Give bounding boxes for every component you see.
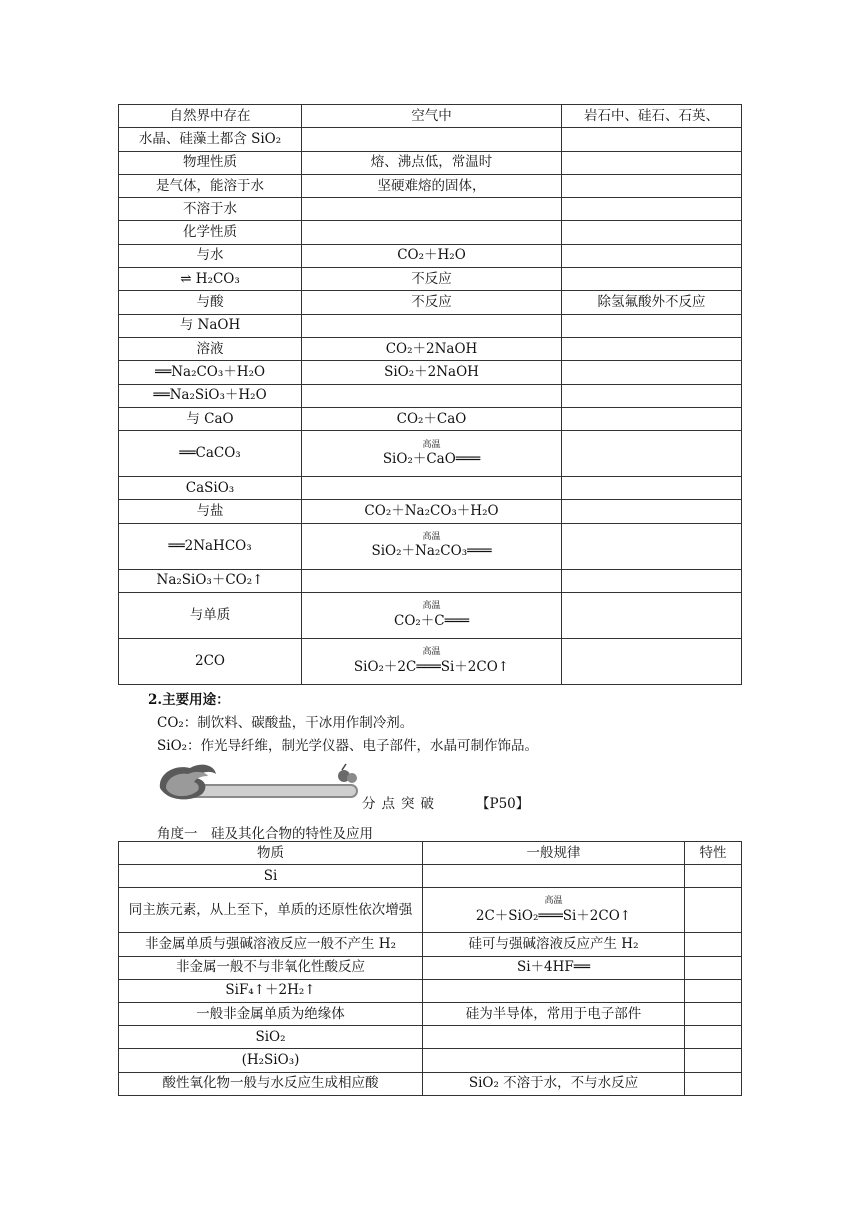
comparison-table-row <box>119 361 742 384</box>
comparison-table-row <box>119 268 742 291</box>
comparison-table-cell <box>562 128 742 151</box>
comparison-table-row <box>119 523 742 569</box>
comparison-table-cell: ⇌ H₂CO₃ <box>119 268 302 291</box>
properties-table-row <box>119 1026 742 1049</box>
comparison-table-cell: 高温 SiO₂＋CaO═══ <box>302 431 562 477</box>
properties-table-row <box>119 979 742 1002</box>
properties-table-cell: 一般非金属单质为绝缘体 <box>119 1002 423 1025</box>
comparison-table-cell <box>302 221 562 244</box>
properties-table-row <box>119 842 742 865</box>
properties-table-cell: SiO₂ <box>119 1026 423 1049</box>
comparison-table-row <box>119 431 742 477</box>
comparison-table-row <box>119 477 742 500</box>
comparison-table-cell: CO₂＋2NaOH <box>302 337 562 360</box>
comparison-table-cell <box>562 337 742 360</box>
properties-table-cell <box>685 956 742 979</box>
comparison-table-cell <box>562 244 742 267</box>
comparison-table-cell: 自然界中存在 <box>119 105 302 128</box>
comparison-table-cell: 物理性质 <box>119 151 302 174</box>
comparison-table-row <box>119 314 742 337</box>
comparison-table-cell <box>302 477 562 500</box>
comparison-table-cell: 除氢氟酸外不反应 <box>562 291 742 314</box>
properties-table-row <box>119 865 742 888</box>
comparison-table-cell <box>562 639 742 685</box>
comparison-table-cell: 高温 SiO₂＋2C═══Si＋2CO↑ <box>302 639 562 685</box>
properties-table-cell <box>685 1002 742 1025</box>
comparison-table-cell <box>562 314 742 337</box>
comparison-table-row <box>119 569 742 592</box>
comparison-table-cell: Na₂SiO₃＋CO₂↑ <box>119 569 302 592</box>
comparison-table-row <box>119 198 742 221</box>
section-title: 分点突破 <box>362 796 440 812</box>
properties-table-cell: SiO₂ 不溶于水，不与水反应 <box>423 1072 685 1095</box>
comparison-table-cell <box>302 198 562 221</box>
comparison-table-cell: ══2NaHCO₃ <box>119 523 302 569</box>
comparison-table-cell: CaSiO₃ <box>119 477 302 500</box>
comparison-table-cell <box>562 174 742 197</box>
silicon-properties-table <box>118 841 742 1096</box>
comparison-table-cell <box>302 569 562 592</box>
properties-table-cell <box>685 1026 742 1049</box>
comparison-table-cell <box>562 593 742 639</box>
comparison-table-row <box>119 384 742 407</box>
comparison-table-cell <box>562 407 742 430</box>
properties-table-cell <box>685 1072 742 1095</box>
comparison-table-cell: 坚硬难熔的固体， <box>302 174 562 197</box>
comparison-table-row <box>119 128 742 151</box>
comparison-table-cell <box>562 523 742 569</box>
angle-heading: 角度一 硅及其化合物的特性及应用 <box>157 826 373 842</box>
properties-table-cell <box>685 1049 742 1072</box>
comparison-table-cell: 不溶于水 <box>119 198 302 221</box>
comparison-table-cell: 熔、沸点低，常温时 <box>302 151 562 174</box>
comparison-table-cell: CO₂＋CaO <box>302 407 562 430</box>
comparison-table-cell: 高温 CO₂＋C═══ <box>302 593 562 639</box>
properties-table-cell: 特性 <box>685 842 742 865</box>
comparison-table-row <box>119 639 742 685</box>
comparison-table-cell: ══Na₂SiO₃＋H₂O <box>119 384 302 407</box>
uses-co2: CO₂：制饮料、碳酸盐，干冰用作制冷剂。 <box>157 715 414 731</box>
comparison-table-cell <box>302 314 562 337</box>
comparison-table-cell: 高温 SiO₂＋Na₂CO₃═══ <box>302 523 562 569</box>
properties-table-row <box>119 933 742 956</box>
comparison-table-cell: 与 CaO <box>119 407 302 430</box>
comparison-table-cell: SiO₂＋2NaOH <box>302 361 562 384</box>
properties-table-cell: 硅为半导体，常用于电子部件 <box>423 1002 685 1025</box>
comparison-table-cell <box>562 151 742 174</box>
properties-table-cell: SiF₄↑＋2H₂↑ <box>119 979 423 1002</box>
comparison-table-cell <box>562 431 742 477</box>
comparison-table-cell: 与酸 <box>119 291 302 314</box>
properties-table-cell <box>685 888 742 933</box>
cartoon-banner-icon <box>156 758 361 806</box>
uses-sio2: SiO₂：作光导纤维，制光学仪器、电子部件，水晶可制作饰品。 <box>157 738 539 754</box>
properties-table-cell <box>685 979 742 1002</box>
properties-table-cell: 同主族元素，从上至下，单质的还原性依次增强 <box>119 888 423 933</box>
properties-table-row <box>119 1072 742 1095</box>
properties-table-row <box>119 888 742 933</box>
properties-table-cell: 非金属单质与强碱溶液反应一般不产生 H₂ <box>119 933 423 956</box>
comparison-table-cell: 化学性质 <box>119 221 302 244</box>
comparison-table-cell: 不反应 <box>302 268 562 291</box>
properties-table-row <box>119 1002 742 1025</box>
comparison-table-cell: 水晶、硅藻土都含 SiO₂ <box>119 128 302 151</box>
comparison-table-cell: 溶液 <box>119 337 302 360</box>
comparison-table-row <box>119 337 742 360</box>
comparison-table-cell <box>562 221 742 244</box>
reaction-condition-label: 高温 <box>544 896 563 907</box>
properties-table-row <box>119 956 742 979</box>
comparison-table-cell: 与水 <box>119 244 302 267</box>
reversible-arrow-icon: ⇌ <box>180 270 196 287</box>
comparison-table-cell <box>562 500 742 523</box>
properties-table-cell <box>423 1049 685 1072</box>
comparison-table-row <box>119 221 742 244</box>
properties-table-cell <box>423 979 685 1002</box>
comparison-table-cell: 与单质 <box>119 593 302 639</box>
properties-table-row <box>119 1049 742 1072</box>
properties-table-cell: 非金属一般不与非氧化性酸反应 <box>119 956 423 979</box>
comparison-table-row <box>119 151 742 174</box>
comparison-table-cell: ══Na₂CO₃＋H₂O <box>119 361 302 384</box>
reaction-condition-label: 高温 <box>422 439 441 450</box>
comparison-table-cell <box>562 384 742 407</box>
comparison-table-cell <box>302 384 562 407</box>
properties-table-cell: 硅可与强碱溶液反应产生 H₂ <box>423 933 685 956</box>
properties-table-cell <box>685 865 742 888</box>
comparison-table-cell <box>562 361 742 384</box>
properties-table-cell: (H₂SiO₃) <box>119 1049 423 1072</box>
properties-table-cell <box>685 933 742 956</box>
properties-table-cell: 一般规律 <box>423 842 685 865</box>
reaction-condition-label: 高温 <box>422 532 441 543</box>
comparison-table-cell: 不反应 <box>302 291 562 314</box>
comparison-table-cell <box>562 268 742 291</box>
comparison-table-row <box>119 105 742 128</box>
comparison-table-cell <box>302 128 562 151</box>
properties-table-cell <box>423 1026 685 1049</box>
properties-table-cell: 酸性氧化物一般与水反应生成相应酸 <box>119 1072 423 1095</box>
comparison-table-row <box>119 174 742 197</box>
properties-table-cell <box>423 865 685 888</box>
comparison-table-cell: 空气中 <box>302 105 562 128</box>
properties-table-cell: 物质 <box>119 842 423 865</box>
comparison-table-cell: 与盐 <box>119 500 302 523</box>
comparison-table-cell: CO₂＋Na₂CO₃＋H₂O <box>302 500 562 523</box>
comparison-table-cell: 是气体，能溶于水 <box>119 174 302 197</box>
comparison-table-row <box>119 407 742 430</box>
comparison-table-cell: 岩石中、硅石、石英、 <box>562 105 742 128</box>
reaction-condition-label: 高温 <box>422 647 441 658</box>
comparison-table-row <box>119 593 742 639</box>
properties-table-cell: Si <box>119 865 423 888</box>
comparison-table-cell: 与 NaOH <box>119 314 302 337</box>
comparison-table-cell: ══CaCO₃ <box>119 431 302 477</box>
comparison-table-cell: CO₂＋H₂O <box>302 244 562 267</box>
comparison-table-cell <box>562 569 742 592</box>
comparison-table-cell: 2CO <box>119 639 302 685</box>
comparison-table-cell <box>562 477 742 500</box>
comparison-table-row <box>119 291 742 314</box>
uses-heading: 2.主要用途： <box>148 692 230 708</box>
comparison-table-cell <box>562 198 742 221</box>
reaction-condition-label: 高温 <box>422 601 441 612</box>
comparison-table-row <box>119 244 742 267</box>
properties-table-cell: Si＋4HF══ <box>423 956 685 979</box>
page-reference: 【P50】 <box>476 796 530 812</box>
comparison-table <box>118 104 742 685</box>
properties-table-cell: 高温 2C＋SiO₂═══Si＋2CO↑ <box>423 888 685 933</box>
comparison-table-row <box>119 500 742 523</box>
